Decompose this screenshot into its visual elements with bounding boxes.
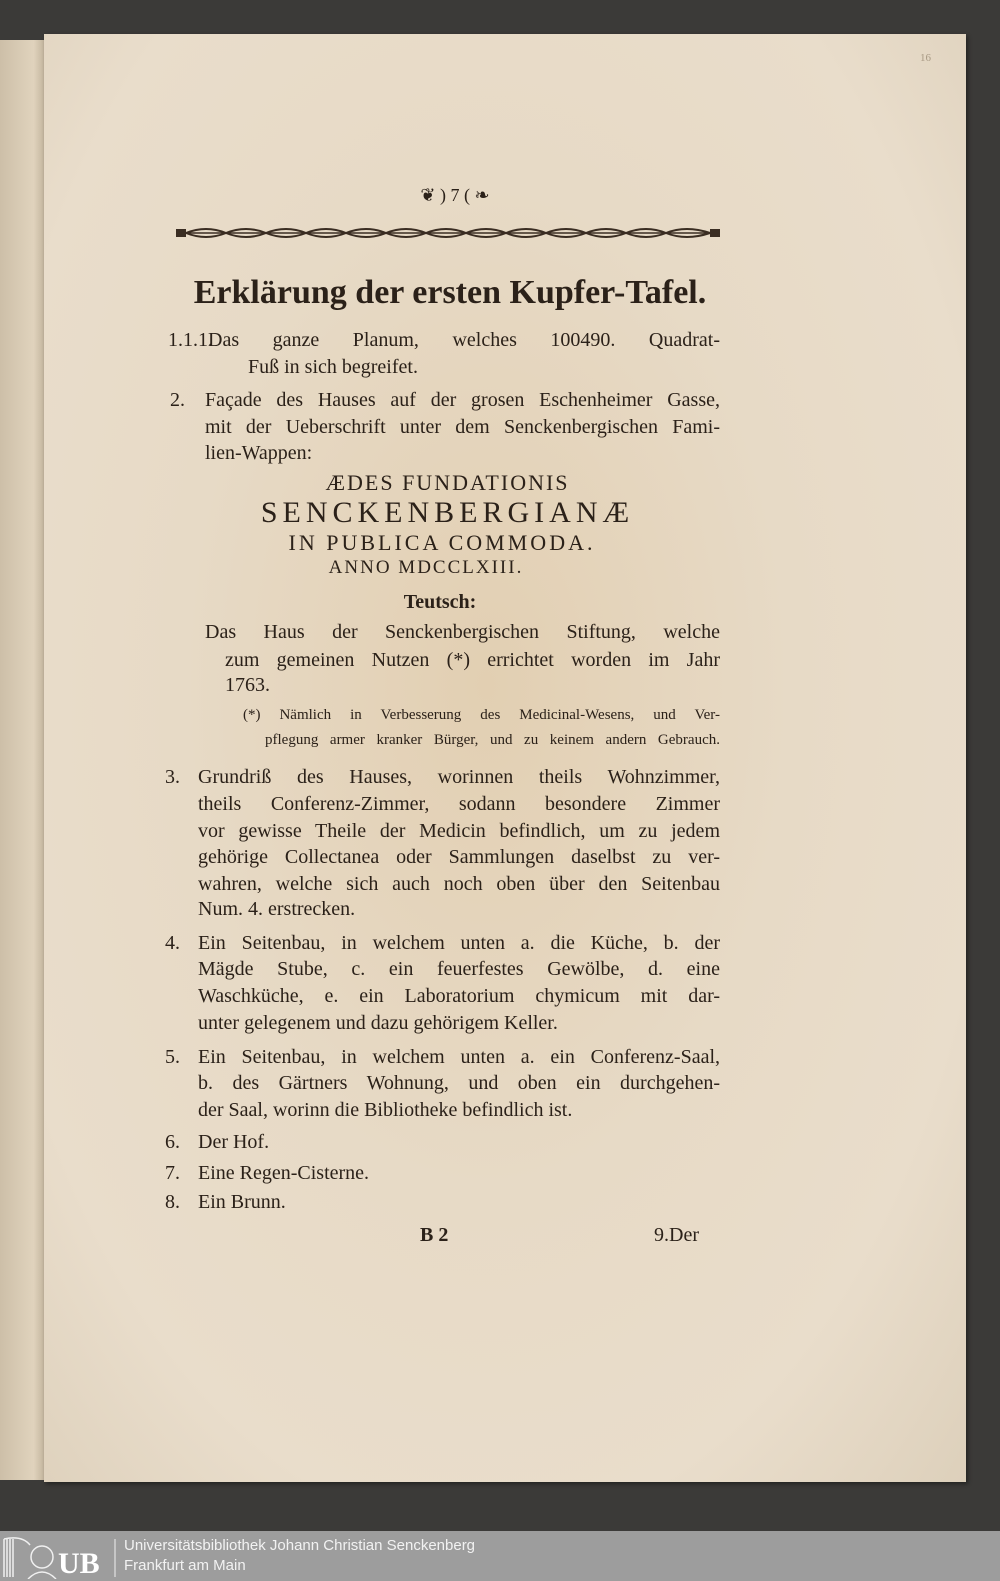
inscription-line: ANNO MDCCLXIII. <box>328 557 524 578</box>
text-line: wahren, welche sich auch noch oben über den Seitenbau <box>198 873 720 895</box>
text-line: b. des Gärtners Wohnung, und oben ein durchgehen- <box>198 1072 720 1094</box>
signature-mark: B 2 <box>420 1224 449 1246</box>
text-line: Fuß in sich begreifet. <box>248 356 418 378</box>
text-line: Das ganze Planum, welches 100490. Quadrat- <box>208 329 720 351</box>
text-line: Num. 4. erstrecken. <box>198 898 356 920</box>
fleuron-right-icon: ❧ <box>470 185 490 205</box>
fleuron-left-icon: ❦ <box>420 185 440 205</box>
translation-heading: Teutsch: <box>403 591 477 613</box>
text-line: Das Haus der Senckenbergischen Stiftung, welche <box>205 621 720 643</box>
text-line: Ein Seitenbau, in welchem unten a. die Küche, b. der <box>198 932 720 954</box>
text-line: der Saal, worinn die Bibliotheke befindlich ist. <box>198 1099 573 1121</box>
ornamental-rule <box>176 225 720 241</box>
item-number: 2. <box>170 389 185 411</box>
document-page <box>44 34 966 1482</box>
item-number: 6. <box>165 1131 180 1153</box>
facing-page-edge <box>0 40 48 1480</box>
footnote-line: pflegung armer kranker Bürger, und zu keinem andern Gebrauch. <box>265 732 720 748</box>
catchword: 9.Der <box>654 1224 699 1246</box>
inscription-line: IN PUBLICA COMMODA. <box>288 530 596 555</box>
text-line: Eine Regen-Cisterne. <box>198 1162 370 1184</box>
text-line: theils Conferenz-Zimmer, sodann besondere Zimmer <box>198 793 720 815</box>
inscription-line: SENCKENBERGIANÆ <box>260 496 635 529</box>
inscription-line: ÆDES FUNDATIONIS <box>325 470 570 495</box>
text-line: Waschküche, e. ein Laboratorium chymicum mit dar- <box>198 985 720 1007</box>
item-number: 8. <box>165 1191 180 1213</box>
item-number: 1.1.1. <box>168 329 213 351</box>
text-line: gehörige Collectanea oder Sammlungen daselbst zu ver- <box>198 846 720 868</box>
svg-text:UB: UB <box>58 1547 100 1579</box>
text-line: Mägde Stube, c. ein feuerfestes Gewölbe, d. eine <box>198 958 720 980</box>
library-logo <box>2 1535 116 1579</box>
text-line: 1763. <box>225 674 270 696</box>
page-mark: 16 <box>920 52 931 64</box>
item-number: 5. <box>165 1046 180 1068</box>
text-line: vor gewisse Theile der Medicin befindlich, um zu jedem <box>198 820 720 842</box>
running-head: ❦ ) 7 ( ❧ <box>420 185 490 205</box>
item-number: 7. <box>165 1162 180 1184</box>
text-line: lien-Wappen: <box>205 442 313 464</box>
text-line: zum gemeinen Nutzen (*) errichtet worden im Jahr <box>225 649 720 671</box>
text-line: Der Hof. <box>198 1131 270 1153</box>
footnote-line: (*) Nämlich in Verbesserung des Medicinal-Wesens, und Ver- <box>243 707 720 723</box>
item-number: 3. <box>165 766 180 788</box>
text-line: Grundriß des Hauses, worinnen theils Wohnzimmer, <box>198 766 720 788</box>
item-number: 4. <box>165 932 180 954</box>
library-footer-bar <box>0 1531 1000 1581</box>
library-name: Universitätsbibliothek Johann Christian Senckenberg <box>124 1537 476 1554</box>
text-line: unter gelegenem und dazu gehörigem Keller. <box>198 1012 558 1034</box>
library-location: Frankfurt am Main <box>124 1557 246 1574</box>
text-line: Façade des Hauses auf der grosen Eschenheimer Gasse, <box>205 389 720 411</box>
text-line: Ein Brunn. <box>198 1191 286 1213</box>
page-title: Erklärung der ersten Kupfer-Tafel. <box>193 274 707 311</box>
text-line: mit der Ueberschrift unter dem Senckenbergischen Fami- <box>205 416 720 438</box>
text-line: Ein Seitenbau, in welchem unten a. ein Conferenz-Saal, <box>198 1046 720 1068</box>
